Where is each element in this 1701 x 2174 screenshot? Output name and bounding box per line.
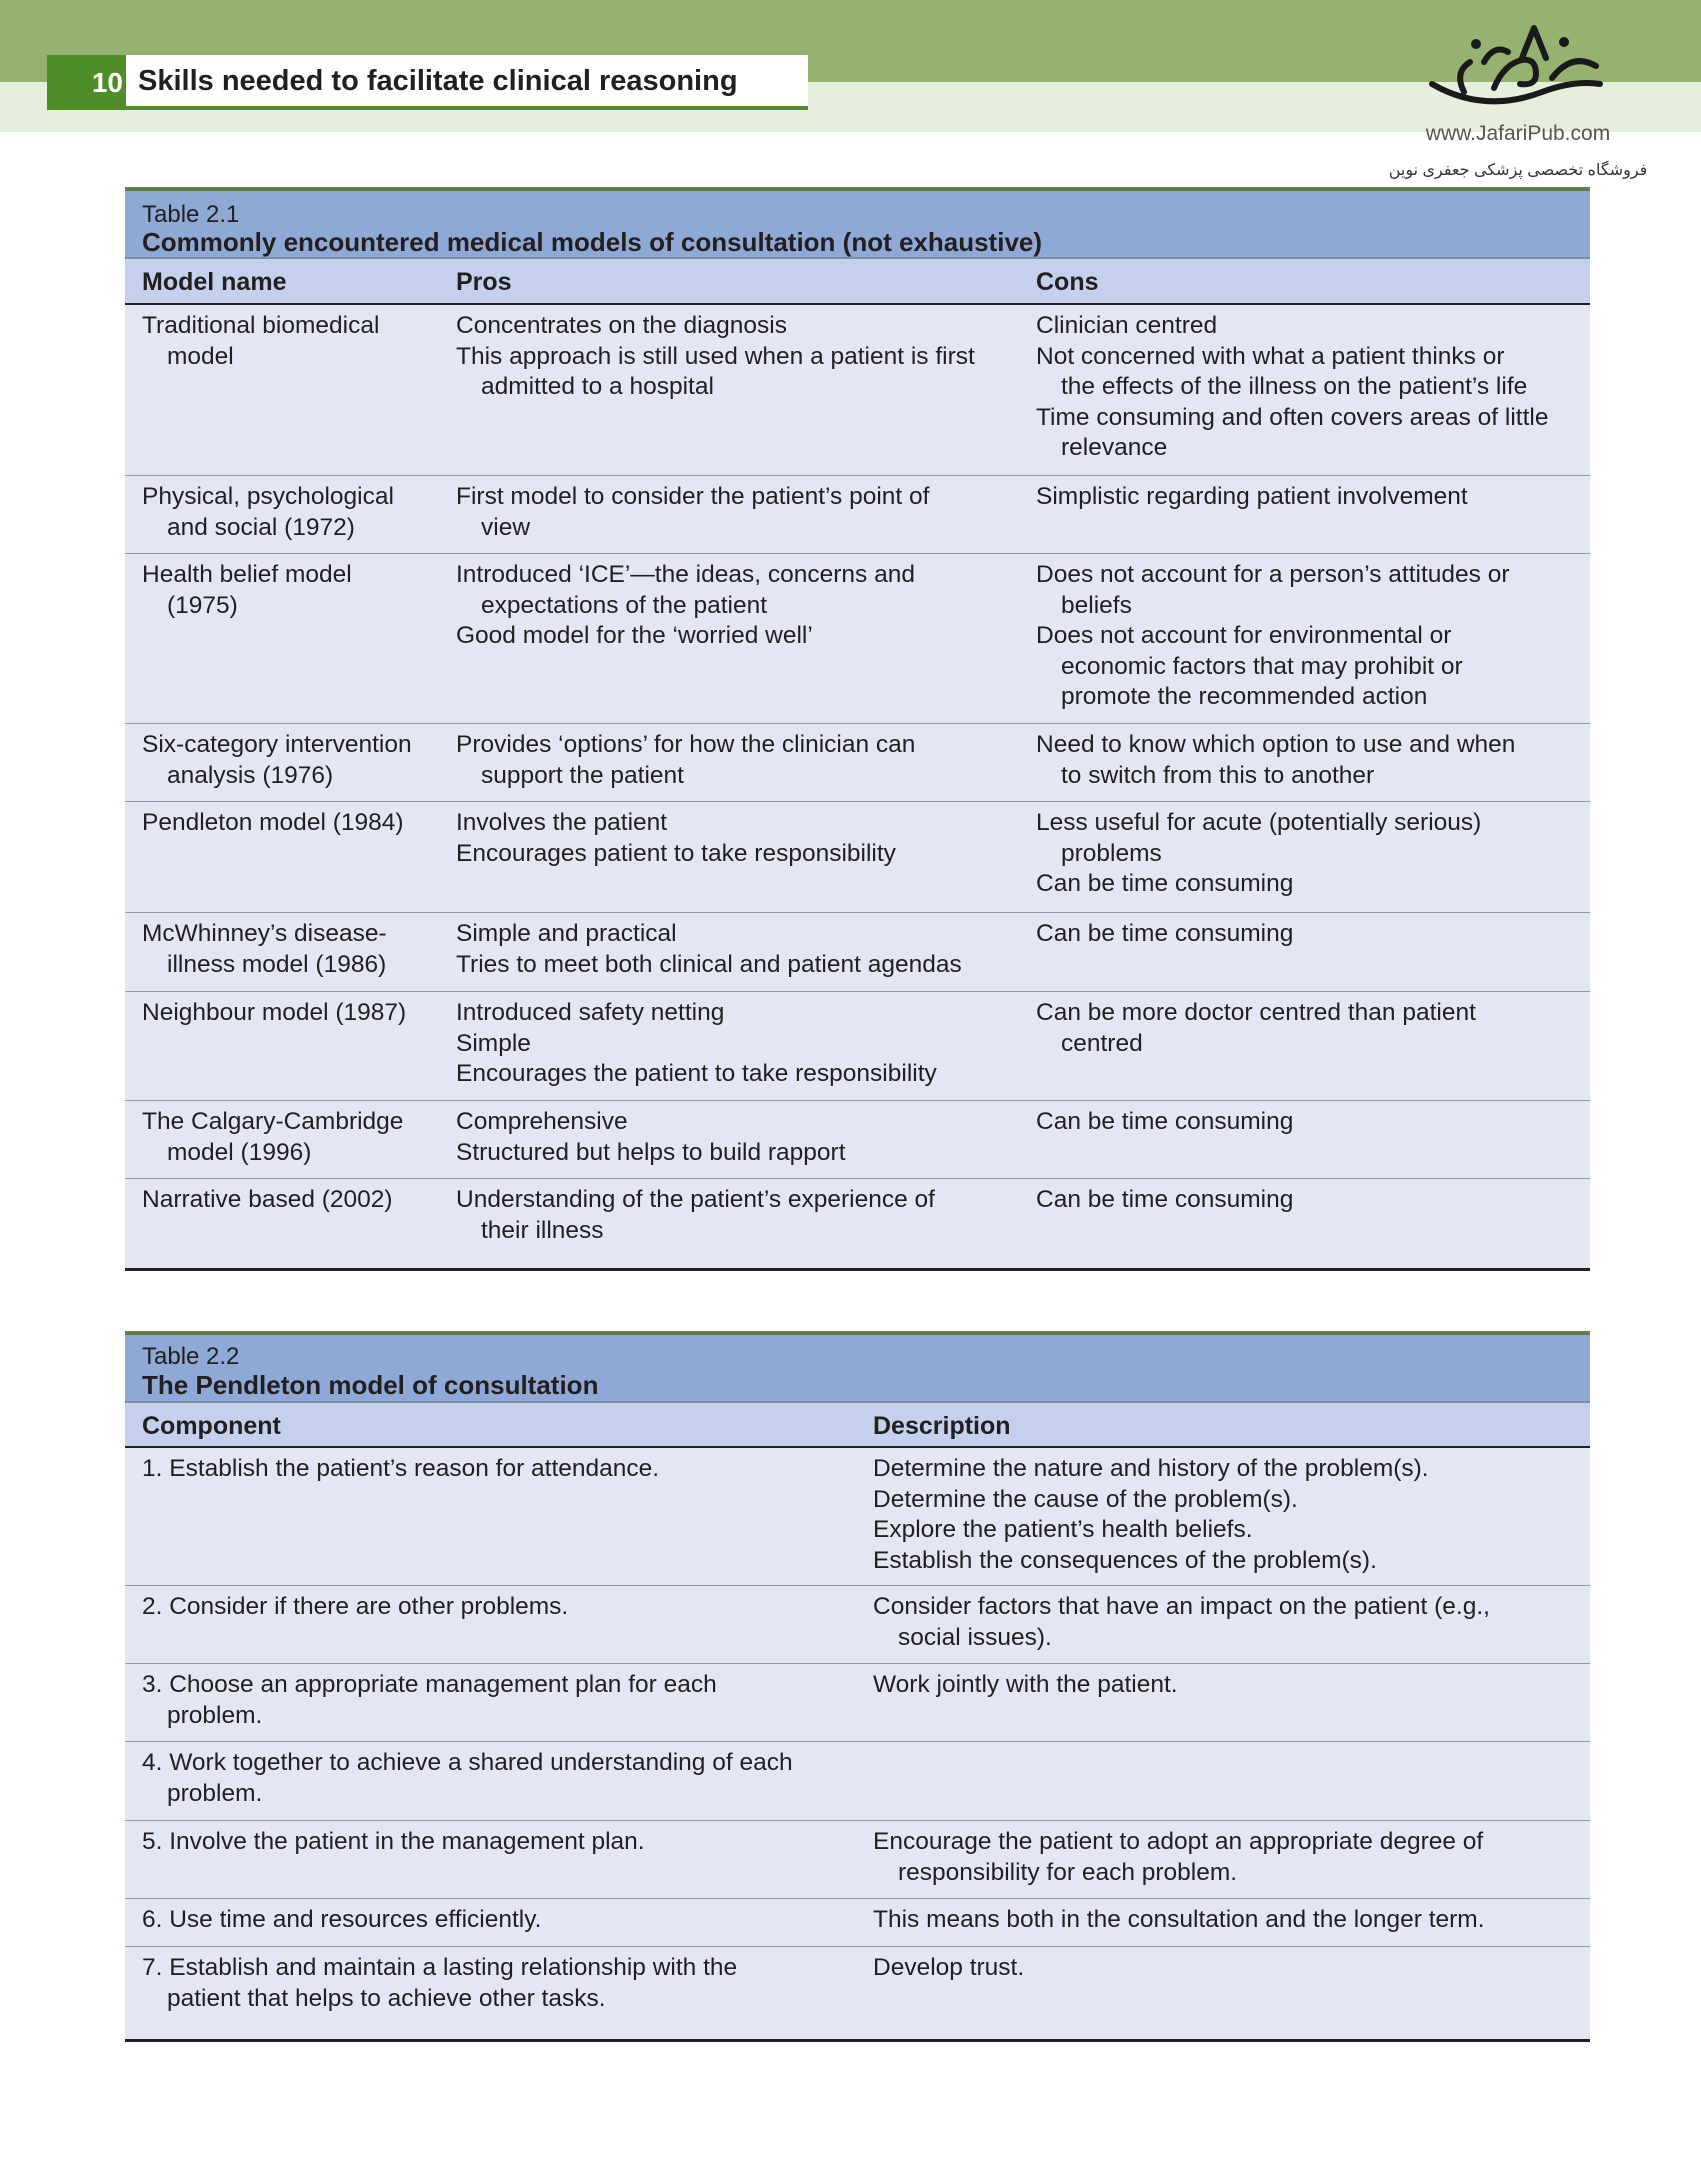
component-cell [142,1592,568,1623]
cell-line: model (1996) [167,1138,312,1166]
table-caption [125,1331,1590,1401]
cell-line: centred [1061,1029,1143,1057]
description-cell [873,1592,1490,1653]
cell-line: Comprehensive [456,1108,628,1135]
cell-line: problem. [167,1779,263,1807]
model-name-cell [142,311,379,372]
cell-line: Understanding of the patient’s experience of [456,1186,935,1213]
cell-line: Can be time consuming [1036,1186,1294,1213]
cons-cell [1036,919,1293,950]
pros-cell [456,730,915,791]
table-title: The Pendleton model of consultation [142,1370,599,1400]
cell-line: Physical, psychological [142,483,394,510]
cell-line: Structured but helps to build rapport [456,1138,846,1166]
cons-cell [1036,998,1476,1059]
table-header-row [125,1401,1590,1448]
component-cell [142,1905,541,1936]
chapter-title-box [126,55,808,110]
cell-line: Concentrates on the diagnosis [456,312,787,339]
cons-cell [1036,1185,1293,1216]
pros-cell [456,560,915,652]
cell-line: Good model for the ‘worried well’ [456,622,813,649]
cell-line: Traditional biomedical [142,312,380,339]
description-cell [873,1953,1024,1984]
cell-line: their illness [481,1216,604,1244]
pros-cell [456,998,937,1090]
model-name-cell [142,1185,393,1216]
publisher-logo-mark [1424,22,1614,117]
cell-line: McWhinney’s disease- [142,920,387,947]
cell-line: Six-category intervention [142,731,412,758]
cell-line: view [481,513,531,541]
table-row [125,913,1590,992]
description-cell [873,1905,1485,1936]
column-header-model: Model name [142,268,287,296]
cell-line: expectations of the patient [481,591,768,619]
cell-line: Can be time consuming [1036,1108,1294,1135]
component-cell [142,1454,659,1485]
cell-line: 1. Establish the patient’s reason for attendance. [142,1455,660,1482]
cell-line: Explore the patient’s health beliefs. [873,1516,1253,1543]
column-header-component: Component [142,1412,281,1440]
pros-cell [456,482,929,543]
table-caption [125,187,1590,257]
publisher-url: www.JafariPub.com [1425,122,1611,145]
table-row [125,1664,1590,1742]
cell-line: 4. Work together to achieve a shared understanding of each [142,1749,793,1776]
cell-line: 7. Establish and maintain a lasting relationship with the [142,1954,738,1981]
cell-line: Provides ‘options’ for how the clinician can [456,731,916,758]
cell-line: relevance [1061,434,1168,461]
cell-line: Tries to meet both clinical and patient agendas [456,950,962,978]
cell-line: economic factors that may prohibit or [1061,652,1463,680]
table-row [125,724,1590,802]
pros-cell [456,1185,935,1246]
component-cell [142,1748,793,1809]
cell-line: Encourage the patient to adopt an appropriate degree of [873,1828,1484,1855]
cell-line: Encourages the patient to take responsibility [456,1060,937,1087]
cell-line: problems [1061,839,1162,867]
cell-line: Work jointly with the patient. [873,1671,1178,1698]
cell-line: This approach is still used when a patient is first [456,342,975,370]
cell-line: admitted to a hospital [481,373,714,400]
chapter-title: Skills needed to facilitate clinical reasoning [138,65,738,97]
cell-line: Need to know which option to use and when [1036,731,1516,758]
cell-line: Not concerned with what a patient thinks or [1036,342,1505,370]
column-header-pros: Pros [456,268,512,296]
cell-line: responsibility for each problem. [898,1858,1238,1886]
cell-line: illness model (1986) [167,950,387,978]
pros-cell [456,808,896,869]
table-header-row [125,257,1590,305]
table-row [125,1947,1590,2042]
page-number: 10 [47,55,126,110]
cell-line: and social (1972) [167,513,355,541]
table-2-2 [125,1331,1590,2042]
cell-line: First model to consider the patient’s point of [456,483,930,510]
cell-line: Simple and practical [456,920,677,947]
component-cell [142,1953,737,2014]
table-row [125,1821,1590,1899]
model-name-cell [142,919,387,980]
cell-line: Can be time consuming [1036,870,1294,897]
cell-line: 2. Consider if there are other problems. [142,1593,569,1620]
component-cell [142,1827,645,1858]
cell-line: Pendleton model (1984) [142,809,404,836]
description-cell [873,1454,1429,1576]
table-row [125,554,1590,724]
description-cell [873,1670,1178,1701]
cell-line: Consider factors that have an impact on the patient (e.g., [873,1593,1490,1620]
table-number: Table 2.2 [142,1343,240,1370]
cell-line: problem. [167,1701,263,1729]
cons-cell [1036,808,1481,900]
cell-line: Determine the cause of the problem(s). [873,1485,1298,1513]
table-row [125,1101,1590,1179]
cell-line: Develop trust. [873,1954,1025,1981]
model-name-cell [142,998,406,1029]
cell-line: Encourages patient to take responsibility [456,839,896,867]
component-cell [142,1670,717,1731]
column-header-cons: Cons [1036,268,1099,296]
cell-line: Does not account for environmental or [1036,622,1452,649]
cell-line: Less useful for acute (potentially serious) [1036,809,1482,836]
cell-line: This means both in the consultation and the longer term. [873,1906,1485,1933]
model-name-cell [142,808,404,839]
cell-line: The Calgary-Cambridge [142,1108,404,1135]
table-row [125,802,1590,913]
table-row [125,1586,1590,1664]
pros-cell [456,919,962,980]
table-number: Table 2.1 [142,201,240,228]
pros-cell [456,1107,846,1168]
table-row [125,1179,1590,1271]
cell-line: Simple [456,1029,531,1057]
cell-line: model [167,342,234,370]
cons-cell [1036,482,1468,513]
cell-line: 5. Involve the patient in the management plan. [142,1828,645,1855]
cell-line: Determine the nature and history of the problem(s). [873,1455,1429,1482]
cell-line: Introduced safety netting [456,999,725,1026]
cell-line: Clinician centred [1036,312,1218,339]
publisher-logo [1408,22,1628,145]
cell-line: Can be more doctor centred than patient [1036,999,1476,1026]
description-cell [873,1827,1483,1888]
model-name-cell [142,560,352,621]
model-name-cell [142,482,394,543]
table-row [125,1899,1590,1947]
cell-line: promote the recommended action [1061,683,1428,710]
cell-line: Involves the patient [456,809,668,836]
publisher-tagline: فروشگاه تخصصی پزشکی جعفری نوین [1388,162,1648,179]
cons-cell [1036,730,1515,791]
cell-line: Neighbour model (1987) [142,999,407,1026]
table-title: Commonly encountered medical models of consultation (not exhaustive) [142,227,1043,257]
cell-line: (1975) [167,591,238,619]
cell-line: support the patient [481,761,684,789]
model-name-cell [142,730,412,791]
table-row [125,992,1590,1101]
cell-line: 3. Choose an appropriate management plan for each [142,1671,717,1698]
cons-cell [1036,1107,1293,1138]
table-row [125,1448,1590,1586]
table-row [125,1742,1590,1821]
table-row [125,305,1590,476]
cell-line: Introduced ‘ICE’—the ideas, concerns and [456,561,915,588]
column-header-description: Description [873,1412,1011,1440]
cons-cell [1036,560,1510,713]
cell-line: the effects of the illness on the patient’s life [1061,373,1528,400]
cell-line: Establish the consequences of the problem(s). [873,1546,1377,1574]
cell-line: Health belief model [142,561,352,588]
table-2-1 [125,187,1590,1271]
cell-line: to switch from this to another [1061,761,1375,789]
cell-line: Narrative based (2002) [142,1186,393,1213]
cell-line: Simplistic regarding patient involvement [1036,483,1468,510]
cell-line: Can be time consuming [1036,920,1294,947]
model-name-cell [142,1107,403,1168]
cell-line: beliefs [1061,591,1132,619]
cell-line: 6. Use time and resources efficiently. [142,1906,542,1933]
table-row [125,476,1590,554]
cell-line: Time consuming and often covers areas of little [1036,403,1549,431]
pros-cell [456,311,975,403]
cons-cell [1036,311,1548,464]
cell-line: patient that helps to achieve other tasks. [167,1984,606,2012]
cell-line: analysis (1976) [167,761,334,789]
cell-line: Does not account for a person’s attitudes or [1036,561,1510,588]
cell-line: social issues). [898,1623,1052,1651]
